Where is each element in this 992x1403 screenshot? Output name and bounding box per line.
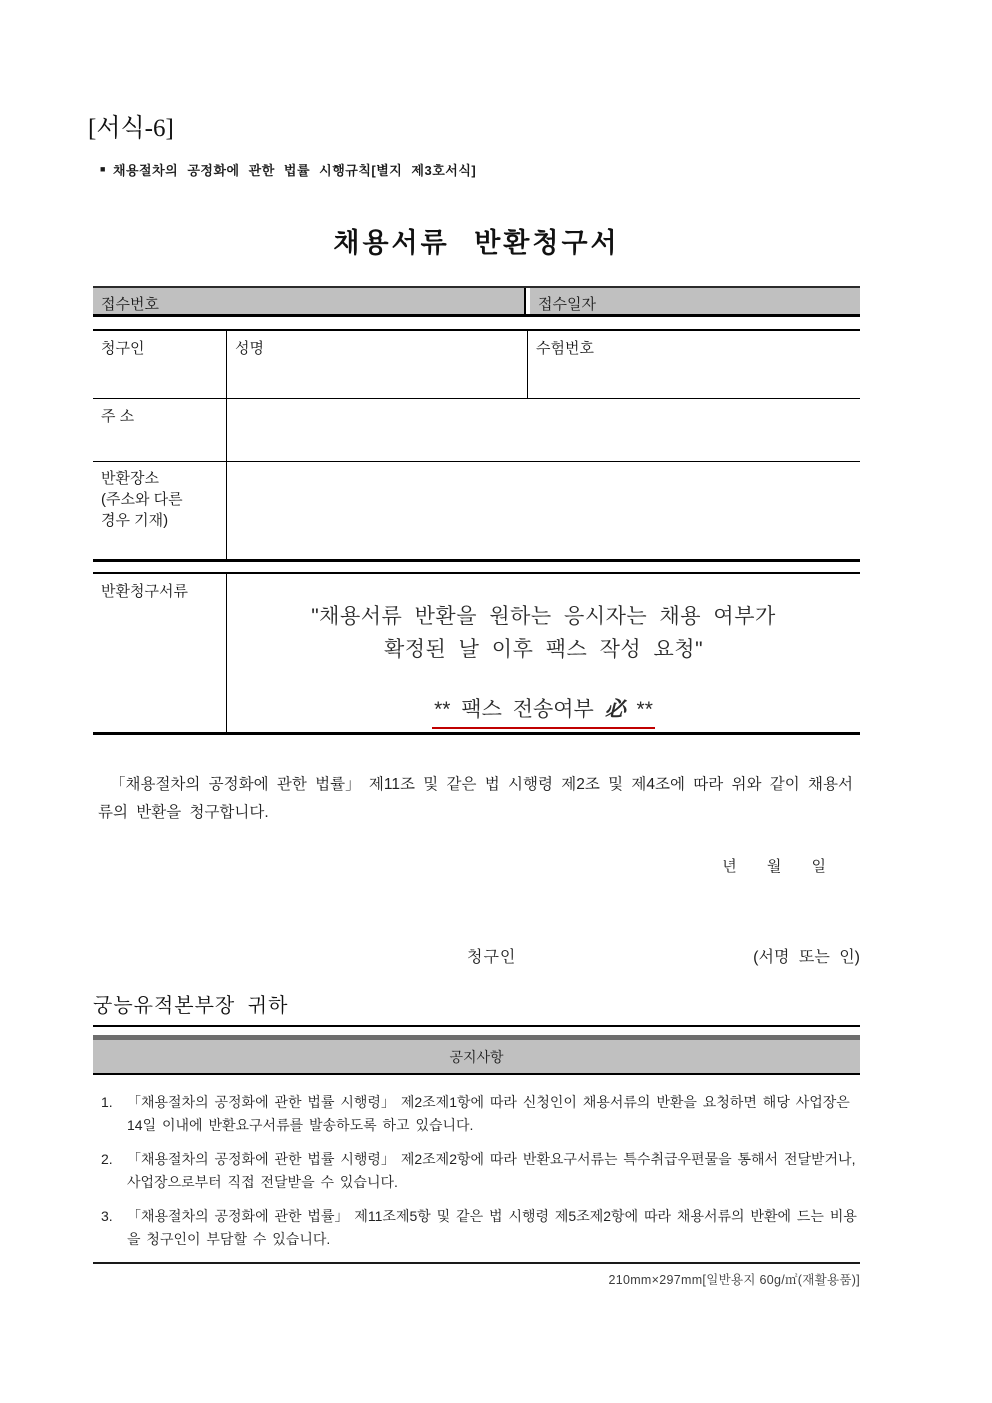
address-row <box>93 399 860 462</box>
claimant-label: 청구인 <box>101 340 145 357</box>
fax-note-suffix: ** <box>625 698 653 721</box>
name-field-cell[interactable] <box>227 331 528 398</box>
signature-claimant-label: 청구인 <box>467 949 517 966</box>
address-field-cell[interactable] <box>227 399 860 461</box>
fax-required-note <box>432 693 655 729</box>
paper-spec-note: 210mm×297mm[일반용지 60g/㎡(재활용품)] <box>608 1273 860 1287</box>
form-code: [서식-6] <box>88 115 174 142</box>
return-docs-label: 반환청구서류 <box>101 583 188 600</box>
return-docs-content-cell <box>227 574 860 732</box>
notice-header-label: 공지사항 <box>449 1048 504 1065</box>
notice-item-number: 3. <box>101 1208 113 1224</box>
regulation-subtitle-text: 채용절차의 공정화에 관한 법률 시행규칙[별지 제3호서식] <box>112 163 477 178</box>
fax-note-prefix: ** 팩스 전송여부 <box>434 698 605 721</box>
claimant-label-cell <box>93 331 227 398</box>
signature-row <box>93 944 860 967</box>
notice-item <box>101 1148 860 1194</box>
declaration-paragraph: 「채용절차의 공정화에 관한 법률」 제11조 및 같은 법 시행령 제2조 및 제4조에 따라 위와 같이 채용서류의 반환을 청구합니다. <box>98 776 853 821</box>
receipt-date-cell[interactable] <box>530 288 860 314</box>
notice-item-text: 「채용절차의 공정화에 관한 법률 시행령」 제2조제1항에 따라 신청인이 채용서류의 반환을 요청하면 해당 사업장은 14일 이내에 반환요구서류를 발송하도록 하고 있습니다. <box>127 1094 850 1133</box>
receipt-number-cell[interactable] <box>93 288 526 314</box>
addressee-line: 궁능유적본부장 귀하 <box>93 995 289 1017</box>
divider-rule <box>93 1025 860 1027</box>
notice-header-bar <box>93 1035 860 1075</box>
return-place-label-cell <box>93 462 227 559</box>
bullet-square-icon: ■ <box>100 163 106 174</box>
notice-item-number: 1. <box>101 1094 113 1110</box>
name-label: 성명 <box>235 340 264 357</box>
receipt-table <box>93 286 860 317</box>
return-place-field-cell[interactable] <box>227 462 860 559</box>
applicant-table <box>93 329 860 562</box>
signature-seal-label: (서명 또는 인) <box>753 949 860 966</box>
return-docs-quote-line1: "채용서류 반환을 원하는 응시자는 채용 여부가 <box>311 605 776 628</box>
return-docs-quote-line2: 확정된 날 이후 팩스 작성 요청" <box>383 638 704 661</box>
address-label-cell <box>93 399 227 461</box>
receipt-number-label: 접수번호 <box>101 296 159 313</box>
address-label: 주 소 <box>101 408 135 425</box>
notice-item-text: 「채용절차의 공정화에 관한 법률 시행령」 제2조제2항에 따라 반환요구서류는 특수취급우편물을 통해서 전달받거나, 사업장으로부터 직접 전달받을 수 있습니다. <box>127 1151 856 1190</box>
notice-list <box>93 1091 860 1251</box>
exam-number-field-cell[interactable] <box>528 331 860 398</box>
applicant-row <box>93 331 860 399</box>
notice-item-number: 2. <box>101 1151 113 1167</box>
receipt-date-label: 접수일자 <box>538 296 596 313</box>
return-docs-label-cell <box>93 574 227 732</box>
notice-item <box>101 1205 860 1251</box>
return-docs-table <box>93 572 860 735</box>
return-place-label-line1: 반환장소 <box>101 470 159 487</box>
footer-rule <box>93 1262 860 1264</box>
exam-number-label: 수험번호 <box>536 340 594 357</box>
fax-note-required-char: 必 <box>604 697 626 721</box>
return-place-label-line2: (주소와 다른 <box>101 491 183 508</box>
document-title: 채용서류 반환청구서 <box>333 228 620 258</box>
return-place-label-line3: 경우 기재) <box>101 512 169 529</box>
notice-item <box>101 1091 860 1137</box>
date-line: 년 월 일 <box>722 858 826 875</box>
regulation-subtitle <box>100 160 992 179</box>
notice-item-text: 「채용절차의 공정화에 관한 법률」 제11조제5항 및 같은 법 시행령 제5조제2항에 따라 채용서류의 반환에 드는 비용을 청구인이 부담할 수 있습니다. <box>127 1208 857 1247</box>
return-place-row <box>93 462 860 559</box>
